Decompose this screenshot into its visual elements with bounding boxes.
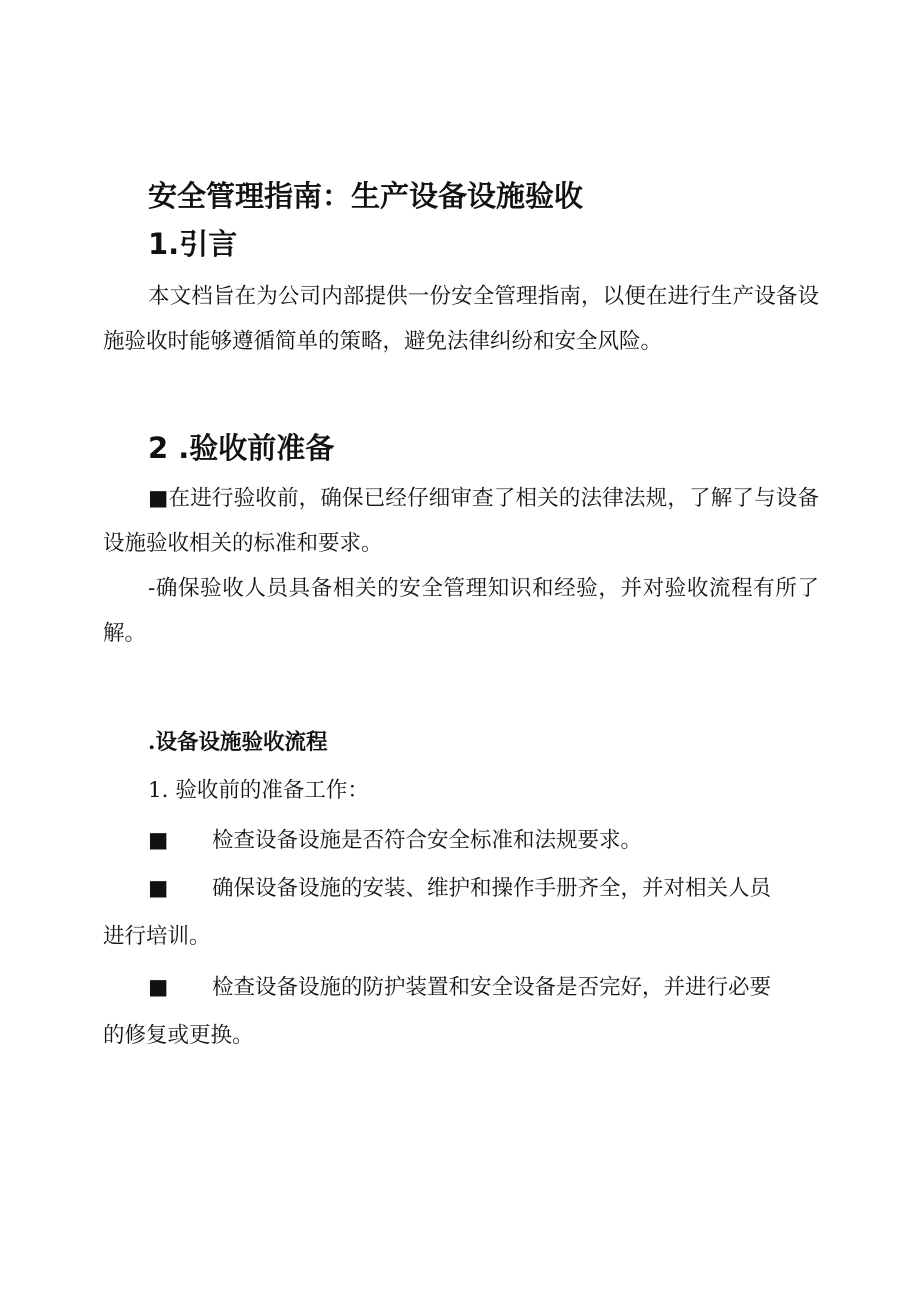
list-item-text: 检查设备设施的防护装置和安全设备是否完好，并进行必要 <box>212 975 772 1000</box>
list-item <box>103 865 819 961</box>
bullet-square-icon: ■ <box>148 876 169 901</box>
list-item-first-line <box>103 964 819 1012</box>
section-2-heading: 2 .验收前准备 <box>148 431 335 465</box>
list-item-text: 检查设备设施是否符合安全标准和法规要求。 <box>212 828 643 853</box>
document-title: 安全管理指南：生产设备设施验收 <box>148 179 584 213</box>
section-2-paragraph-1: ■在进行验收前，确保已经仔细审查了相关的法律法规，了解了与设备设施验收相关的标准和要求。 <box>103 486 819 556</box>
list-item-first-line <box>103 817 819 865</box>
section-3-subheading: 1. 验收前的准备工作： <box>148 778 369 803</box>
bullet-square-icon: ■ <box>148 975 169 1000</box>
list-item <box>103 964 819 1060</box>
list-item-continuation: 进行培训。 <box>103 924 211 949</box>
section-1-paragraph: 本文档旨在为公司内部提供一份安全管理指南，以便在进行生产设备设施验收时能够遵循简单的策略，避免法律纠纷和安全风险。 <box>103 284 819 354</box>
list-item-text: 确保设备设施的安装、维护和操作手册齐全，并对相关人员 <box>212 876 772 901</box>
list-item-continuation: 的修复或更换。 <box>103 1023 254 1048</box>
bullet-square-icon: ■ <box>148 828 169 853</box>
list-item <box>103 817 819 865</box>
list-item-first-line <box>103 865 819 913</box>
section-1-heading: 1.引言 <box>148 227 238 261</box>
section-3-heading: .设备设施验收流程 <box>148 730 328 755</box>
section-2-paragraph-2: -确保验收人员具备相关的安全管理知识和经验，并对验收流程有所了解。 <box>103 576 819 646</box>
